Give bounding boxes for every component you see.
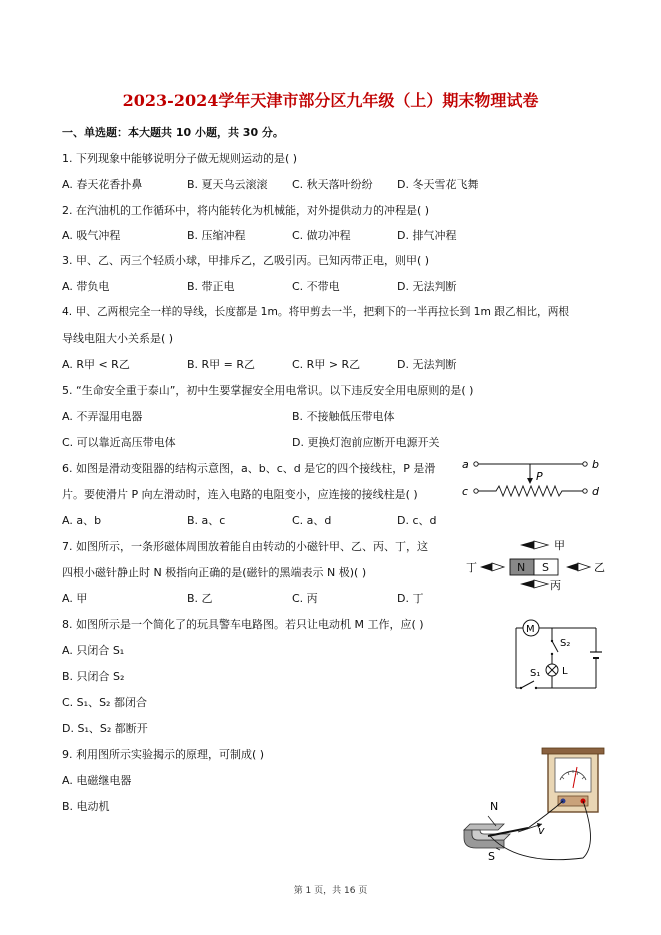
velocity-v-label: v (538, 824, 545, 837)
magnet-s-label: S (488, 850, 495, 863)
question-5-stem: 5. “生命安全重于泰山”，初中生要掌握安全用电常识。以下违反安全用电原则的是( ) (62, 384, 474, 397)
question-8-stem: 8. 如图所示是一个简化了的玩具警车电路图。若只让电动机 M 工作，应( ) (62, 618, 424, 631)
lamp-l-label: L (562, 666, 568, 677)
page-footer: 第 1 页，共 16 页 (293, 886, 368, 896)
question-6-line-1: 6. 如图是滑动变阻器的结构示意图，a、b、c、d 是它的四个接线柱，P 是滑 (62, 462, 436, 475)
q7-option-d: D. 丁 (397, 592, 424, 605)
q2-option-d: D. 排气冲程 (397, 229, 457, 242)
question-6-line-2: 片。要使滑片 P 向左滑动时，连入电路的电阻变小，应连接的接线柱是( ) (62, 488, 418, 501)
q2-option-c: C. 做功冲程 (292, 229, 351, 242)
question-3-stem: 3. 甲、乙、丙三个轻质小球，甲排斥乙，乙吸引丙。已知丙带正电，则甲( ) (62, 254, 430, 267)
switch-s1-label: S₁ (530, 668, 541, 679)
terminal-d-label: d (592, 485, 599, 498)
magnet-n-label: N (490, 800, 499, 813)
q6-option-b: B. a、c (187, 514, 226, 527)
q7-option-b: B. 乙 (187, 592, 213, 605)
section-heading: 一、单选题：本大题共 10 小题，共 30 分。 (62, 126, 284, 139)
bar-magnet-diagram (462, 534, 612, 594)
q4-option-d: D. 无法判断 (397, 358, 457, 371)
q1-option-d: D. 冬天雪花飞舞 (397, 178, 479, 191)
needle-bing-label: 丙 (550, 579, 561, 592)
q4-option-a: A. R甲 < R乙 (62, 358, 130, 371)
question-7-line-2: 四根小磁针静止时 N 极指向正确的是(磁针的黑端表示 N 极)( ) (62, 566, 367, 579)
q5-option-b: B. 不接触低压带电体 (292, 410, 395, 423)
question-1-stem: 1. 下列现象中能够说明分子做无规则运动的是( ) (62, 152, 298, 165)
terminal-b-label: b (592, 458, 599, 471)
q9-option-a: A. 电磁继电器 (62, 774, 132, 787)
question-2-stem: 2. 在汽油机的工作循环中，将内能转化为机械能，对外提供动力的冲程是( ) (62, 204, 430, 217)
q5-option-d: D. 更换灯泡前应断开电源开关 (292, 436, 440, 449)
terminal-c-label: c (462, 485, 469, 498)
q7-option-a: A. 甲 (62, 592, 88, 605)
q7-option-c: C. 丙 (292, 592, 318, 605)
magnet-n-label: N (517, 561, 526, 574)
q8-option-b: B. 只闭合 S₂ (62, 670, 125, 683)
q8-option-c: C. S₁、S₂ 都闭合 (62, 696, 147, 709)
q3-option-b: B. 带正电 (187, 280, 235, 293)
q6-option-d: D. c、d (397, 514, 437, 527)
slider-p-label: P (536, 470, 543, 483)
needle-yi-label: 乙 (594, 561, 605, 574)
q2-option-a: A. 吸气冲程 (62, 229, 121, 242)
needle-jia-label: 甲 (554, 539, 565, 552)
switch-s2-label: S₂ (560, 638, 571, 649)
q3-option-d: D. 无法判断 (397, 280, 457, 293)
magnet-s-label: S (542, 561, 549, 574)
q8-option-a: A. 只闭合 S₁ (62, 644, 125, 657)
q1-option-c: C. 秋天落叶纷纷 (292, 178, 373, 191)
q4-option-c: C. R甲 > R乙 (292, 358, 361, 371)
question-9-stem: 9. 利用图所示实验揭示的原理，可制成( ) (62, 748, 265, 761)
q1-option-b: B. 夏天乌云滚滚 (187, 178, 268, 191)
police-car-circuit-diagram (508, 612, 604, 692)
page-title: 2023-2024学年天津市部分区九年级（上）期末物理试卷 (122, 91, 539, 110)
q3-option-a: A. 带负电 (62, 280, 110, 293)
rheostat-diagram (458, 452, 608, 502)
question-4-line-1: 4. 甲、乙两根完全一样的导线，长度都是 1m。将甲剪去一半，把剩下的一半再拉长到 1m 跟乙相比，两根 (62, 305, 570, 318)
q3-option-c: C. 不带电 (292, 280, 340, 293)
q4-option-b: B. R甲 = R乙 (187, 358, 256, 371)
q5-option-a: A. 不弄湿用电器 (62, 410, 143, 423)
motor-m-label: M (526, 624, 535, 635)
q2-option-b: B. 压缩冲程 (187, 229, 246, 242)
electromagnetic-induction-diagram (458, 744, 608, 864)
needle-ding-label: 丁 (466, 561, 477, 574)
q5-option-c: C. 可以靠近高压带电体 (62, 436, 176, 449)
q6-option-c: C. a、d (292, 514, 332, 527)
terminal-a-label: a (462, 458, 469, 471)
q1-option-a: A. 春天花香扑鼻 (62, 178, 143, 191)
question-4-line-2: 导线电阻大小关系是( ) (62, 332, 174, 345)
question-7-line-1: 7. 如图所示，一条形磁体周围放着能自由转动的小磁针甲、乙、丙、丁，这 (62, 540, 428, 553)
q6-option-a: A. a、b (62, 514, 102, 527)
q8-option-d: D. S₁、S₂ 都断开 (62, 722, 148, 735)
q9-option-b: B. 电动机 (62, 800, 110, 813)
